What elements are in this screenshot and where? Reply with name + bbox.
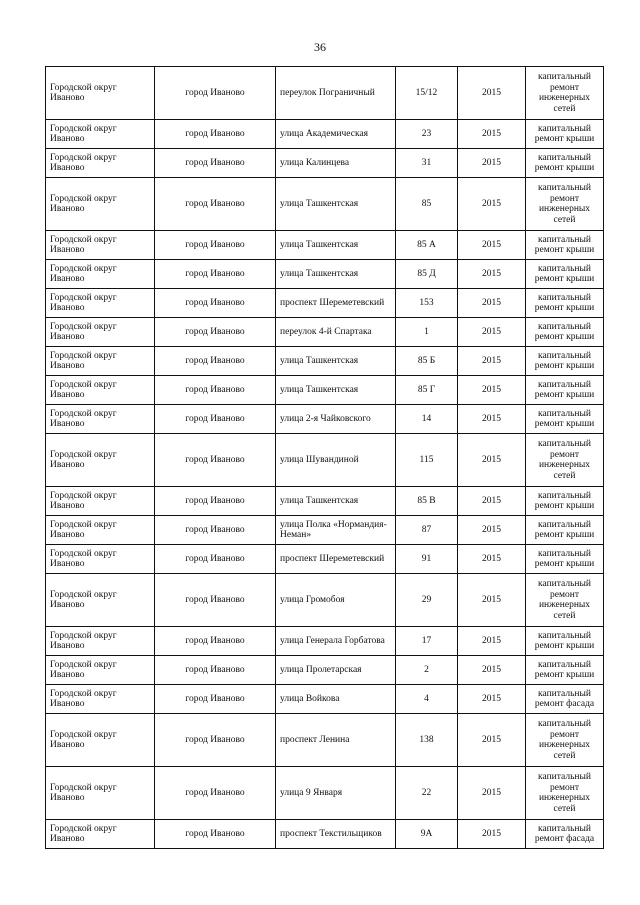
year-cell: 2015 bbox=[458, 318, 526, 347]
city-cell: город Иваново bbox=[155, 487, 276, 516]
table-row bbox=[46, 67, 604, 120]
city-cell: город Иваново bbox=[155, 574, 276, 627]
street-cell: улица Ташкентская bbox=[276, 487, 396, 516]
table-row bbox=[46, 318, 604, 347]
house-number-cell: 115 bbox=[396, 434, 458, 487]
district-cell: Городской округ Иваново bbox=[46, 545, 155, 574]
city-cell: город Иваново bbox=[155, 820, 276, 849]
table-row bbox=[46, 714, 604, 767]
street-cell: проспект Шереметевский bbox=[276, 545, 396, 574]
street-cell: улица Шувандиной bbox=[276, 434, 396, 487]
year-cell: 2015 bbox=[458, 405, 526, 434]
street-cell: проспект Ленина bbox=[276, 714, 396, 767]
city-cell: город Иваново bbox=[155, 656, 276, 685]
street-cell: улица Генерала Горбатова bbox=[276, 627, 396, 656]
table-row bbox=[46, 545, 604, 574]
house-number-cell: 85 А bbox=[396, 231, 458, 260]
street-cell: проспект Шереметевский bbox=[276, 289, 396, 318]
street-cell: улица Академическая bbox=[276, 120, 396, 149]
house-number-cell: 23 bbox=[396, 120, 458, 149]
street-cell: улица Войкова bbox=[276, 685, 396, 714]
street-cell: улица Полка «Нормандия-Неман» bbox=[276, 516, 396, 545]
page-number: 36 bbox=[314, 40, 326, 54]
house-number-cell: 91 bbox=[396, 545, 458, 574]
work-type-cell: капитальный ремонт инженерных сетей bbox=[526, 434, 604, 487]
table-row bbox=[46, 405, 604, 434]
house-number-cell: 22 bbox=[396, 767, 458, 820]
street-cell: улица Ташкентская bbox=[276, 347, 396, 376]
district-cell: Городской округ Иваново bbox=[46, 149, 155, 178]
table-row bbox=[46, 289, 604, 318]
street-cell: улица Ташкентская bbox=[276, 178, 396, 231]
year-cell: 2015 bbox=[458, 627, 526, 656]
year-cell: 2015 bbox=[458, 767, 526, 820]
district-cell: Городской округ Иваново bbox=[46, 656, 155, 685]
house-number-cell: 85 Б bbox=[396, 347, 458, 376]
work-type-cell: капитальный ремонт крыши bbox=[526, 120, 604, 149]
year-cell: 2015 bbox=[458, 178, 526, 231]
house-number-cell: 17 bbox=[396, 627, 458, 656]
house-number-cell: 29 bbox=[396, 574, 458, 627]
city-cell: город Иваново bbox=[155, 178, 276, 231]
house-number-cell: 1 bbox=[396, 318, 458, 347]
work-type-cell: капитальный ремонт крыши bbox=[526, 405, 604, 434]
district-cell: Городской округ Иваново bbox=[46, 767, 155, 820]
district-cell: Городской округ Иваново bbox=[46, 289, 155, 318]
table-row bbox=[46, 260, 604, 289]
house-number-cell: 85 bbox=[396, 178, 458, 231]
city-cell: город Иваново bbox=[155, 714, 276, 767]
district-cell: Городской округ Иваново bbox=[46, 231, 155, 260]
district-cell: Городской округ Иваново bbox=[46, 714, 155, 767]
city-cell: город Иваново bbox=[155, 516, 276, 545]
district-cell: Городской округ Иваново bbox=[46, 120, 155, 149]
year-cell: 2015 bbox=[458, 487, 526, 516]
house-number-cell: 9А bbox=[396, 820, 458, 849]
house-number-cell: 31 bbox=[396, 149, 458, 178]
work-type-cell: капитальный ремонт крыши bbox=[526, 627, 604, 656]
city-cell: город Иваново bbox=[155, 405, 276, 434]
table-row bbox=[46, 574, 604, 627]
city-cell: город Иваново bbox=[155, 434, 276, 487]
house-number-cell: 15/12 bbox=[396, 67, 458, 120]
work-type-cell: капитальный ремонт инженерных сетей bbox=[526, 714, 604, 767]
street-cell: улица 9 Января bbox=[276, 767, 396, 820]
street-cell: переулок 4-й Спартака bbox=[276, 318, 396, 347]
city-cell: город Иваново bbox=[155, 347, 276, 376]
work-type-cell: капитальный ремонт крыши bbox=[526, 149, 604, 178]
district-cell: Городской округ Иваново bbox=[46, 67, 155, 120]
street-cell: улица Калинцева bbox=[276, 149, 396, 178]
work-type-cell: капитальный ремонт крыши bbox=[526, 231, 604, 260]
house-number-cell: 87 bbox=[396, 516, 458, 545]
year-cell: 2015 bbox=[458, 347, 526, 376]
year-cell: 2015 bbox=[458, 434, 526, 487]
year-cell: 2015 bbox=[458, 545, 526, 574]
year-cell: 2015 bbox=[458, 120, 526, 149]
district-cell: Городской округ Иваново bbox=[46, 516, 155, 545]
table-row bbox=[46, 627, 604, 656]
table-row bbox=[46, 231, 604, 260]
table-row bbox=[46, 516, 604, 545]
city-cell: город Иваново bbox=[155, 231, 276, 260]
city-cell: город Иваново bbox=[155, 260, 276, 289]
city-cell: город Иваново bbox=[155, 767, 276, 820]
work-type-cell: капитальный ремонт крыши bbox=[526, 318, 604, 347]
district-cell: Городской округ Иваново bbox=[46, 318, 155, 347]
city-cell: город Иваново bbox=[155, 289, 276, 318]
year-cell: 2015 bbox=[458, 67, 526, 120]
repair-registry-table bbox=[45, 66, 604, 849]
house-number-cell: 153 bbox=[396, 289, 458, 318]
street-cell: улица Громобоя bbox=[276, 574, 396, 627]
city-cell: город Иваново bbox=[155, 149, 276, 178]
street-cell: улица Ташкентская bbox=[276, 260, 396, 289]
work-type-cell: капитальный ремонт крыши bbox=[526, 656, 604, 685]
district-cell: Городской округ Иваново bbox=[46, 627, 155, 656]
district-cell: Городской округ Иваново bbox=[46, 685, 155, 714]
work-type-cell: капитальный ремонт крыши bbox=[526, 516, 604, 545]
house-number-cell: 85 Г bbox=[396, 376, 458, 405]
work-type-cell: капитальный ремонт фасада bbox=[526, 685, 604, 714]
year-cell: 2015 bbox=[458, 685, 526, 714]
district-cell: Городской округ Иваново bbox=[46, 347, 155, 376]
table-row bbox=[46, 685, 604, 714]
table-row bbox=[46, 149, 604, 178]
table-row bbox=[46, 820, 604, 849]
year-cell: 2015 bbox=[458, 376, 526, 405]
work-type-cell: капитальный ремонт крыши bbox=[526, 347, 604, 376]
year-cell: 2015 bbox=[458, 656, 526, 685]
work-type-cell: капитальный ремонт крыши bbox=[526, 545, 604, 574]
street-cell: переулок Пограничный bbox=[276, 67, 396, 120]
year-cell: 2015 bbox=[458, 231, 526, 260]
house-number-cell: 85 Д bbox=[396, 260, 458, 289]
work-type-cell: капитальный ремонт инженерных сетей bbox=[526, 574, 604, 627]
work-type-cell: капитальный ремонт инженерных сетей bbox=[526, 178, 604, 231]
work-type-cell: капитальный ремонт инженерных сетей bbox=[526, 767, 604, 820]
district-cell: Городской округ Иваново bbox=[46, 405, 155, 434]
table-row bbox=[46, 178, 604, 231]
work-type-cell: капитальный ремонт крыши bbox=[526, 289, 604, 318]
city-cell: город Иваново bbox=[155, 545, 276, 574]
year-cell: 2015 bbox=[458, 260, 526, 289]
table-row bbox=[46, 656, 604, 685]
work-type-cell: капитальный ремонт крыши bbox=[526, 487, 604, 516]
table-row bbox=[46, 434, 604, 487]
year-cell: 2015 bbox=[458, 516, 526, 545]
street-cell: проспект Текстильщиков bbox=[276, 820, 396, 849]
house-number-cell: 2 bbox=[396, 656, 458, 685]
work-type-cell: капитальный ремонт инженерных сетей bbox=[526, 67, 604, 120]
district-cell: Городской округ Иваново bbox=[46, 820, 155, 849]
table-row bbox=[46, 347, 604, 376]
street-cell: улица Ташкентская bbox=[276, 231, 396, 260]
district-cell: Городской округ Иваново bbox=[46, 434, 155, 487]
city-cell: город Иваново bbox=[155, 120, 276, 149]
house-number-cell: 85 В bbox=[396, 487, 458, 516]
year-cell: 2015 bbox=[458, 820, 526, 849]
year-cell: 2015 bbox=[458, 574, 526, 627]
district-cell: Городской округ Иваново bbox=[46, 574, 155, 627]
city-cell: город Иваново bbox=[155, 67, 276, 120]
work-type-cell: капитальный ремонт крыши bbox=[526, 376, 604, 405]
work-type-cell: капитальный ремонт фасада bbox=[526, 820, 604, 849]
table-row bbox=[46, 767, 604, 820]
district-cell: Городской округ Иваново bbox=[46, 260, 155, 289]
table-row bbox=[46, 120, 604, 149]
year-cell: 2015 bbox=[458, 714, 526, 767]
street-cell: улица Ташкентская bbox=[276, 376, 396, 405]
year-cell: 2015 bbox=[458, 149, 526, 178]
house-number-cell: 14 bbox=[396, 405, 458, 434]
house-number-cell: 138 bbox=[396, 714, 458, 767]
district-cell: Городской округ Иваново bbox=[46, 487, 155, 516]
year-cell: 2015 bbox=[458, 289, 526, 318]
work-type-cell: капитальный ремонт крыши bbox=[526, 260, 604, 289]
city-cell: город Иваново bbox=[155, 627, 276, 656]
table-row bbox=[46, 376, 604, 405]
city-cell: город Иваново bbox=[155, 685, 276, 714]
house-number-cell: 4 bbox=[396, 685, 458, 714]
street-cell: улица 2-я Чайковского bbox=[276, 405, 396, 434]
street-cell: улица Пролетарская bbox=[276, 656, 396, 685]
table-row bbox=[46, 487, 604, 516]
district-cell: Городской округ Иваново bbox=[46, 376, 155, 405]
city-cell: город Иваново bbox=[155, 318, 276, 347]
district-cell: Городской округ Иваново bbox=[46, 178, 155, 231]
city-cell: город Иваново bbox=[155, 376, 276, 405]
